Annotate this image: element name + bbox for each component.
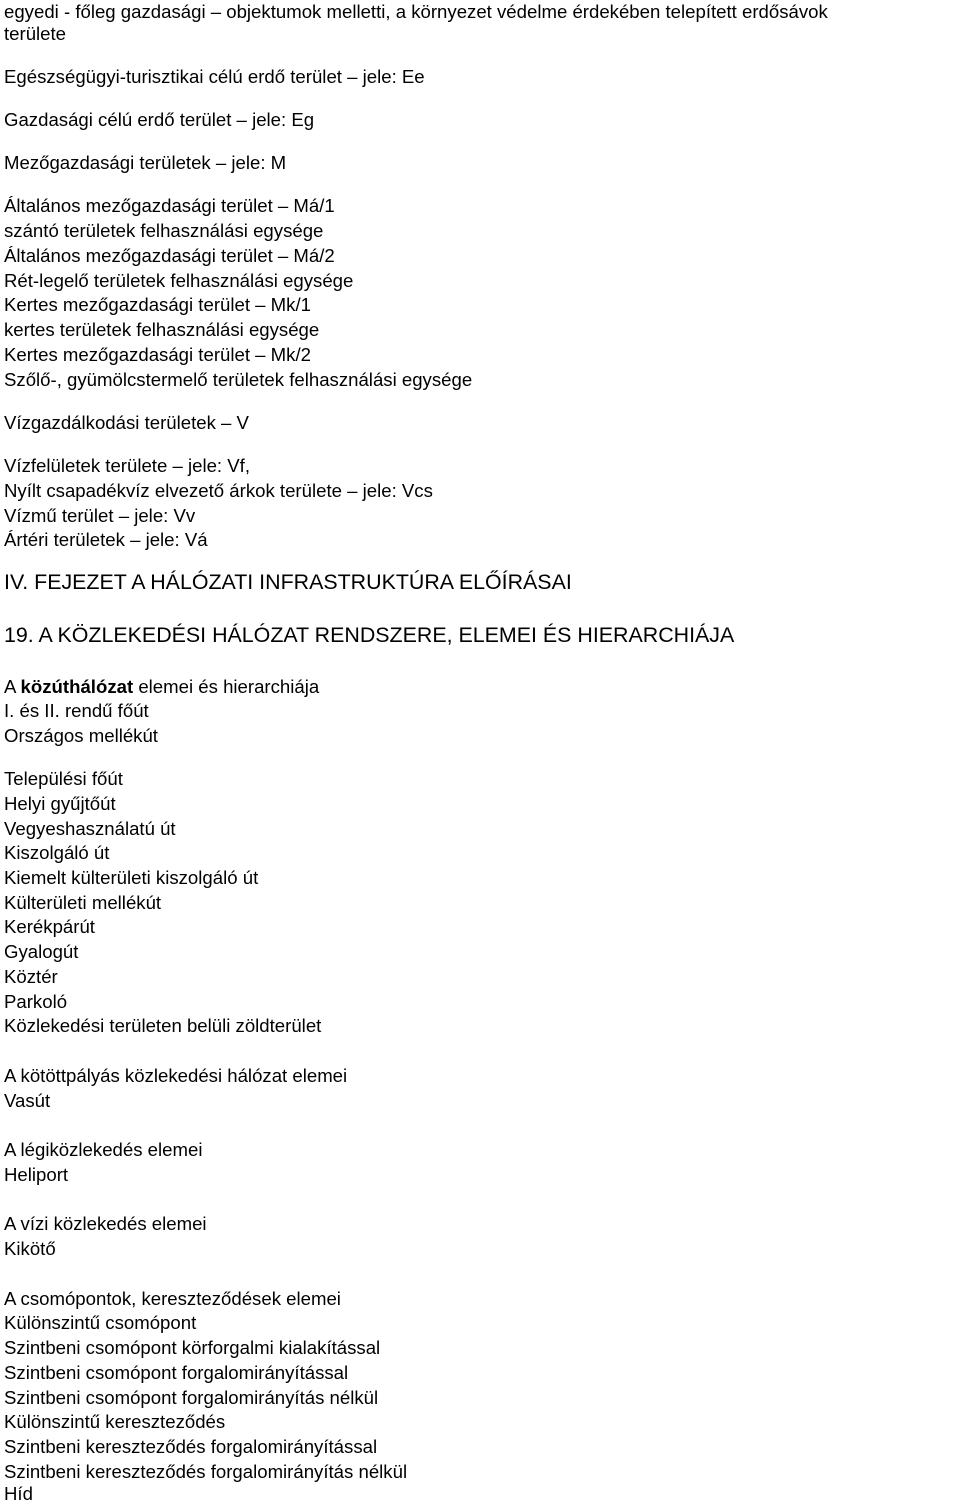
list-item: Külterületi mellékút — [4, 892, 162, 913]
chapter-heading: IV. FEJEZET A HÁLÓZATI INFRASTRUKTÚRA ELŐÍRÁSAI — [4, 570, 572, 594]
list-item: Parkoló — [4, 991, 68, 1012]
list-item: Szintbeni csomópont körforgalmi kialakítással — [4, 1337, 381, 1358]
heading-bold-term: közúthálózat — [20, 676, 134, 697]
list-item: Szintbeni kereszteződés forgalomirányítás nélkül — [4, 1461, 408, 1482]
list-item: Vegyeshasználatú út — [4, 818, 176, 839]
subsection-heading: A csomópontok, kereszteződések elemei — [4, 1288, 341, 1309]
subsection-heading: A kötöttpályás közlekedési hálózat elemei — [4, 1065, 348, 1086]
list-item: Kiemelt külterületi kiszolgáló út — [4, 867, 259, 888]
text-line: területe — [4, 23, 67, 44]
text-line: Szőlő-, gyümölcstermelő területek felhasználási egysége — [4, 369, 473, 390]
list-item: Gyalogút — [4, 941, 79, 962]
list-item: Kiszolgáló út — [4, 842, 110, 863]
heading-suffix: elemei és hierarchiája — [133, 676, 320, 697]
text-line: egyedi - főleg gazdasági – objektumok melletti, a környezet védelme érdekében telepített erdősávok — [4, 1, 828, 22]
subsection-heading: A vízi közlekedés elemei — [4, 1213, 207, 1234]
list-item: Országos mellékút — [4, 725, 158, 746]
list-item: Települési főút — [4, 768, 123, 789]
list-item: Különszintű csomópont — [4, 1312, 197, 1333]
road-network-heading — [4, 675, 319, 699]
list-item: Szintbeni csomópont forgalomirányítás nélkül — [4, 1387, 379, 1408]
list-item: Köztér — [4, 966, 58, 987]
list-item: Helyi gyűjtőút — [4, 793, 116, 814]
list-item: Kikötő — [4, 1238, 56, 1259]
list-item: Szintbeni kereszteződés forgalomirányítással — [4, 1436, 378, 1457]
list-item: Heliport — [4, 1164, 69, 1185]
list-item: I. és II. rendű főút — [4, 700, 149, 721]
list-item: Vasút — [4, 1090, 51, 1111]
list-item: Kerékpárút — [4, 916, 95, 937]
list-item: Közlekedési területen belüli zöldterület — [4, 1015, 322, 1036]
section-heading: Mezőgazdasági területek – jele: M — [4, 152, 287, 173]
text-line: Kertes mezőgazdasági terület – Mk/1 — [4, 294, 311, 315]
text-line: kertes területek felhasználási egysége — [4, 319, 320, 340]
list-item: Híd — [4, 1483, 33, 1504]
text-line: Rét-legelő területek felhasználási egysége — [4, 270, 354, 291]
list-item: Szintbeni csomópont forgalomirányítással — [4, 1362, 349, 1383]
text-line: szántó területek felhasználási egysége — [4, 220, 324, 241]
text-line: Kertes mezőgazdasági terület – Mk/2 — [4, 344, 311, 365]
text-line: Ártéri területek – jele: Vá — [4, 529, 208, 550]
text-line: Általános mezőgazdasági terület – Má/2 — [4, 245, 335, 266]
text-line: Nyílt csapadékvíz elvezető árkok területe – jele: Vcs — [4, 480, 433, 501]
text-line: Egészségügyi-turisztikai célú erdő terület – jele: Ee — [4, 66, 425, 87]
section-heading: 19. A KÖZLEKEDÉSI HÁLÓZAT RENDSZERE, ELEMEI ÉS HIERARCHIÁJA — [4, 623, 735, 647]
text-line: Vízmű terület – jele: Vv — [4, 505, 196, 526]
text-line: Vízfelületek területe – jele: Vf, — [4, 455, 250, 476]
text-line: Általános mezőgazdasági terület – Má/1 — [4, 195, 335, 216]
text-line: Gazdasági célú erdő terület – jele: Eg — [4, 109, 315, 130]
subsection-heading: A légiközlekedés elemei — [4, 1139, 203, 1160]
heading-prefix: A — [4, 676, 21, 697]
list-item: Különszintű kereszteződés — [4, 1411, 226, 1432]
section-heading: Vízgazdálkodási területek – V — [4, 412, 249, 433]
